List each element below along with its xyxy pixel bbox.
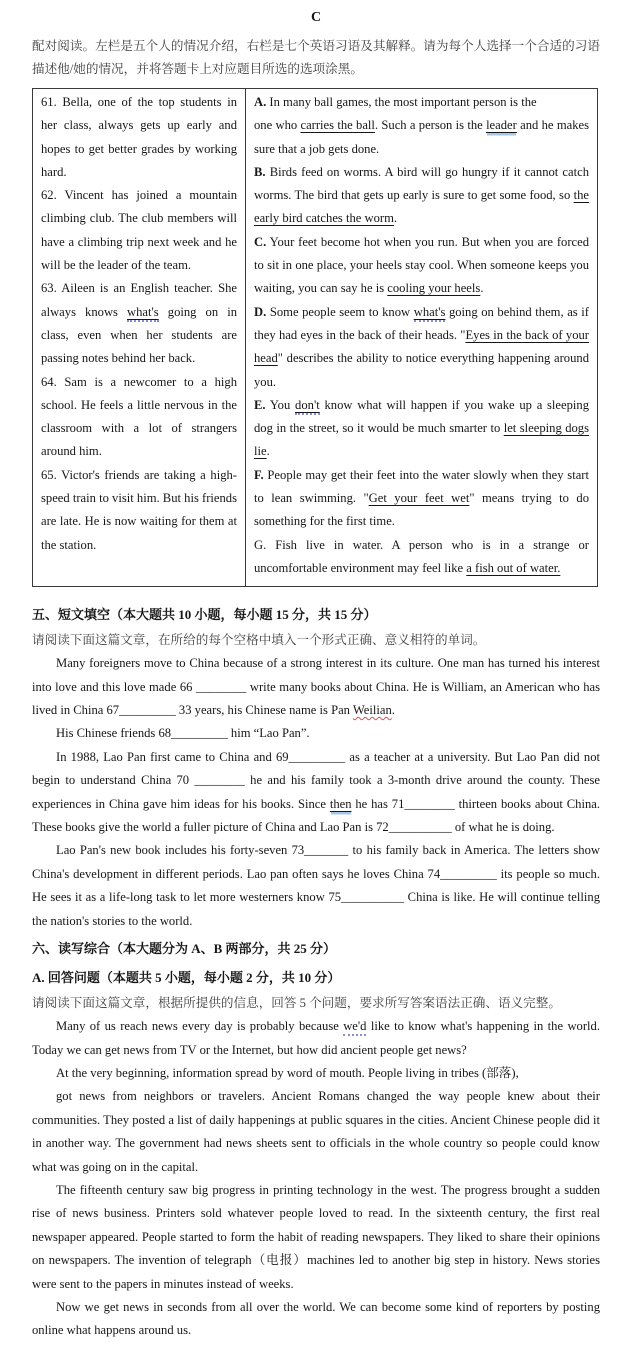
section6-passage: [32, 1015, 600, 1343]
matching-left-item: 63. Aileen is an English teacher. She always knows what's going on in class, even when her students are passing notes behind her back.: [41, 281, 238, 366]
matching-left-item: 65. Victor's friends are taking a high-speed train to visit him. But his friends are late. He is now waiting for them at the station.: [41, 467, 237, 552]
matching-left-item: 61. Bella, one of the top students in her class, always gets up early and hopes to get better grades by working hard.: [41, 95, 237, 179]
matching-table: [32, 88, 598, 587]
matching-right-column: [245, 89, 597, 586]
section6-heading: 六、读写综合（本大题分为 A、B 两部分，共 25 分）: [32, 941, 337, 957]
passage-paragraph: Now we get news in seconds from all over the world. We can become some kind of reporters by posting online what happens around us.: [32, 1299, 600, 1338]
section6-instructions: 请阅读下面这篇文章，根据所提供的信息，回答 5 个问题，要求所写答案语法正确、语义完整。: [32, 996, 561, 1011]
matching-left-column: [33, 89, 245, 586]
passage-paragraph: got news from neighbors or travelers. Ancient Romans changed the way people knew about their communities. They posted a list of daily happenings at public squares in the cities. Ancient Chinese people did it in another way. The government had news sheets sent to officials in the whole country so people could know what was going on in the capital.: [32, 1089, 600, 1174]
matching-right-item: one who carries the ball. Such a person is the leader and he makes sure that a job gets done.: [254, 118, 589, 156]
matching-right-item: C. Your feet become hot when you run. But when you are forced to sit in one place, your heels stay cool. When someone keeps you waiting, you can say he is cooling your heels.: [254, 234, 589, 296]
cloze-paragraph: Many foreigners move to China because of a strong interest in its culture. One man has turned his interest into love and this love made 66 ________ write many books about China. He is William, an American who has lived in China 67_________ 33 years, his Chinese name is Pan Weilian.: [32, 656, 600, 718]
cloze-paragraph: In 1988, Lao Pan first came to China and 69_________ as a teacher at a university. But Lao Pan did not begin to understand China 70 ________ he and his family took a 3-month drive around the county. These experiences in China gave him ideas for his books. Since then he has 71________ thirteen books about China. These books give the world a fuller picture of China and Lao Pan is 72__________ of what he is doing.: [32, 749, 600, 835]
matching-right-item: G. Fish live in water. A person who is in a strange or uncomfortable environment may feel like a fish out of water.: [254, 537, 589, 575]
cloze-paragraph: His Chinese friends 68_________ him “Lao Pan”.: [56, 726, 310, 741]
cloze-paragraph: Lao Pan's new book includes his forty-seven 73_______ to his family back in America. The letters show China's development in different periods. Lao pan often says he loves China 74_________ its people so much. He sees it as a life-long task to let more westerners know 75__________ China is like. He will continue telling the nation's stories to the world.: [32, 843, 600, 928]
matching-left-item: 62. Vincent has joined a mountain climbing club. The club members will have a climbing trip next week and he will be the leader of the team.: [41, 188, 237, 273]
section6-partA-heading: A. 回答问题（本题共 5 小题，每小题 2 分，共 10 分）: [32, 970, 341, 986]
section5-instructions: 请阅读下面这篇文章，在所给的每个空格中填入一个形式正确、意义相符的单词。: [32, 633, 486, 648]
section5-passage: [32, 652, 600, 933]
matching-left-item: 64. Sam is a newcomer to a high school. He feels a little nervous in the classroom with a lot of strangers around him.: [41, 374, 237, 459]
matching-right-item: D. Some people seem to know what's going on behind them, as if they had eyes in the back of their heads. "Eyes in the back of your head" describes the ability to notice everything happening around you.: [254, 304, 589, 389]
matching-right-item: B. Birds feed on worms. A bird will go hungry if it cannot catch worms. The bird that gets up early is sure to get some food, so the early bird catches the worm.: [254, 164, 589, 226]
passage-paragraph: The fifteenth century saw big progress in printing technology in the west. The progress brought a sudden rise of news business. Printers sold whatever people loved to read. In the sixteenth century, the first real newspaper appeared. People started to form the habit of reading newspapers. They liked to share their opinions on newspapers. The invention of telegraph（电报）machines led to another big step in history. News stories were sent to the papers in minutes instead of weeks.: [32, 1182, 600, 1291]
passage-paragraph: Many of us reach news every day is probably because we'd like to know what's happening in the world. Today we can get news from TV or the Internet, but how did ancient people get news?: [32, 1019, 600, 1057]
matching-right-item: F. People may get their feet into the water slowly when they start to lean swimming. "Get your feet wet" means trying to do something for the first time.: [254, 467, 589, 529]
section5-heading: 五、短文填空（本大题共 10 小题，每小题 15 分，共 15 分）: [32, 607, 377, 623]
matching-right-item: A. In many ball games, the most important person is the: [254, 95, 537, 109]
matching-instructions: 配对阅读。左栏是五个人的情况介绍，右栏是七个英语习语及其解释。请为每个人选择一个合适的习语描述他/她的情况，并将答题卡上对应题目所选的选项涂黑。: [32, 39, 600, 76]
page-title: C: [310, 10, 322, 25]
matching-right-item: E. You don't know what will happen if you wake up a sleeping dog in the street, so it would be much smarter to let sleeping dogs lie.: [254, 397, 590, 459]
passage-paragraph: At the very beginning, information spread by word of mouth. People living in tribes (部落),: [56, 1065, 519, 1080]
